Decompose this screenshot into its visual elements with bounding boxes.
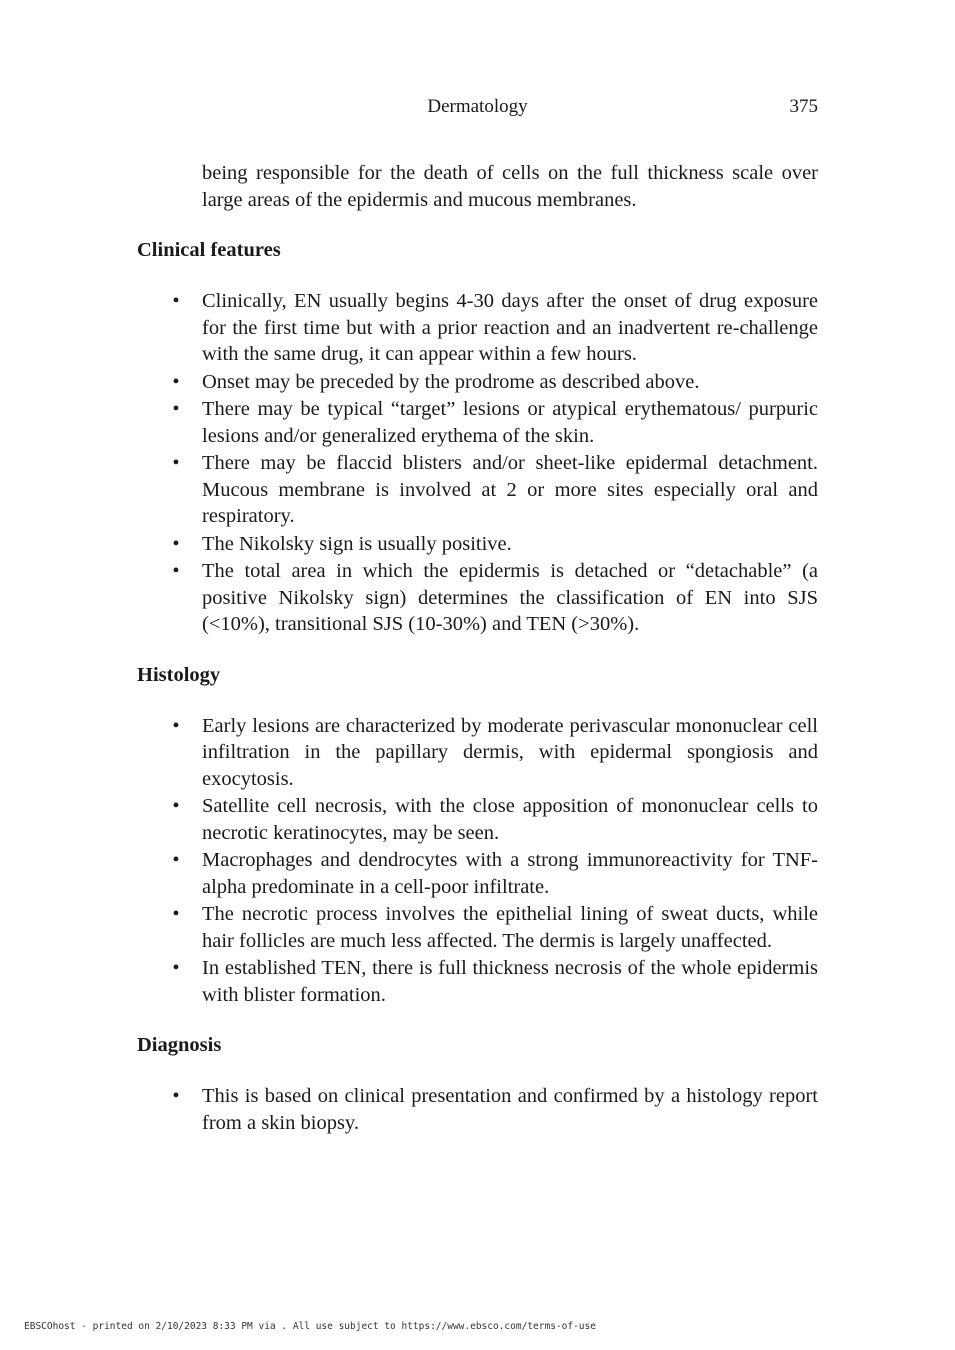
list-item-text: Satellite cell necrosis, with the close apposition of mononuclear cells to necrotic keratinocytes, may be seen.: [202, 795, 818, 844]
list-item: [137, 713, 818, 793]
bullet-icon: •: [172, 714, 180, 737]
list-item: [137, 558, 818, 638]
continuation-paragraph: being responsible for the death of cells on the full thickness scale over large areas of the epidermis and mucous membranes.: [202, 162, 818, 211]
list-item-text: In established TEN, there is full thickness necrosis of the whole epidermis with blister formation.: [202, 957, 818, 1006]
list-item-text: The total area in which the epidermis is detached or “detachable” (a positive Nikolsky sign) determines the classification of EN into SJS (<10%), transitional SJS (10-30%) and TEN (>30%).: [202, 560, 818, 635]
running-title: Dermatology: [427, 96, 528, 117]
list-item-text: The Nikolsky sign is usually positive.: [202, 532, 512, 555]
bullet-icon: •: [172, 560, 180, 582]
bullet-icon: •: [172, 957, 180, 979]
list-item: [137, 450, 818, 530]
page-body: [137, 160, 818, 1137]
list-item: [137, 531, 818, 558]
list-item: [137, 955, 818, 1008]
bullet-icon: •: [172, 290, 180, 312]
list-item-text: Macrophages and dendrocytes with a strong immunoreactivity for TNF-alpha predominate in a cell-poor infiltrate.: [202, 849, 818, 898]
histology-list: [137, 713, 818, 1009]
bullet-icon: •: [172, 532, 180, 555]
bullet-icon: •: [172, 398, 180, 420]
section-heading-histology: Histology: [137, 663, 221, 686]
list-item-text: Onset may be preceded by the prodrome as described above.: [202, 370, 700, 393]
page-number: 375: [789, 96, 818, 117]
running-header: [0, 96, 955, 122]
bullet-icon: •: [172, 370, 180, 393]
clinical-features-list: [137, 288, 818, 638]
bullet-icon: •: [172, 849, 180, 871]
list-item-text: The necrotic process involves the epithelial lining of sweat ducts, while hair follicles are much less affected. The dermis is largely unaffected.: [202, 903, 818, 952]
diagnosis-list: [137, 1083, 818, 1136]
bullet-icon: •: [172, 903, 180, 925]
list-item: [137, 847, 818, 900]
list-item-text: There may be flaccid blisters and/or sheet-like epidermal detachment. Mucous membrane is involved at 2 or more sites especially oral and respiratory.: [202, 452, 818, 527]
list-item-text: Clinically, EN usually begins 4-30 days after the onset of drug exposure for the first time but with a prior reaction and an inadvertent re-challenge with the same drug, it can appear within a few hours.: [202, 290, 818, 365]
list-item: [137, 1083, 818, 1136]
list-item-text: There may be typical “target” lesions or atypical erythematous/ purpuric lesions and/or generalized erythema of the skin.: [202, 398, 818, 447]
list-item: [137, 288, 818, 368]
section-heading-diagnosis: Diagnosis: [137, 1034, 222, 1056]
bullet-icon: •: [172, 1085, 180, 1107]
bullet-icon: •: [172, 795, 180, 817]
list-item: [137, 396, 818, 449]
bullet-icon: •: [172, 452, 180, 474]
print-footer: EBSCOhost - printed on 2/10/2023 8:33 PM via . All use subject to https://www.ebsco.com/terms-of-use: [24, 1321, 596, 1332]
list-item: [137, 901, 818, 954]
list-item: [137, 369, 818, 396]
section-heading-clinical-features: Clinical features: [137, 239, 281, 261]
list-item-text: This is based on clinical presentation and confirmed by a histology report from a skin biopsy.: [202, 1085, 818, 1134]
list-item: [137, 793, 818, 846]
list-item-text: Early lesions are characterized by moderate perivascular mononuclear cell infiltration in the papillary dermis, with epidermal spongiosis and exocytosis.: [202, 714, 818, 790]
